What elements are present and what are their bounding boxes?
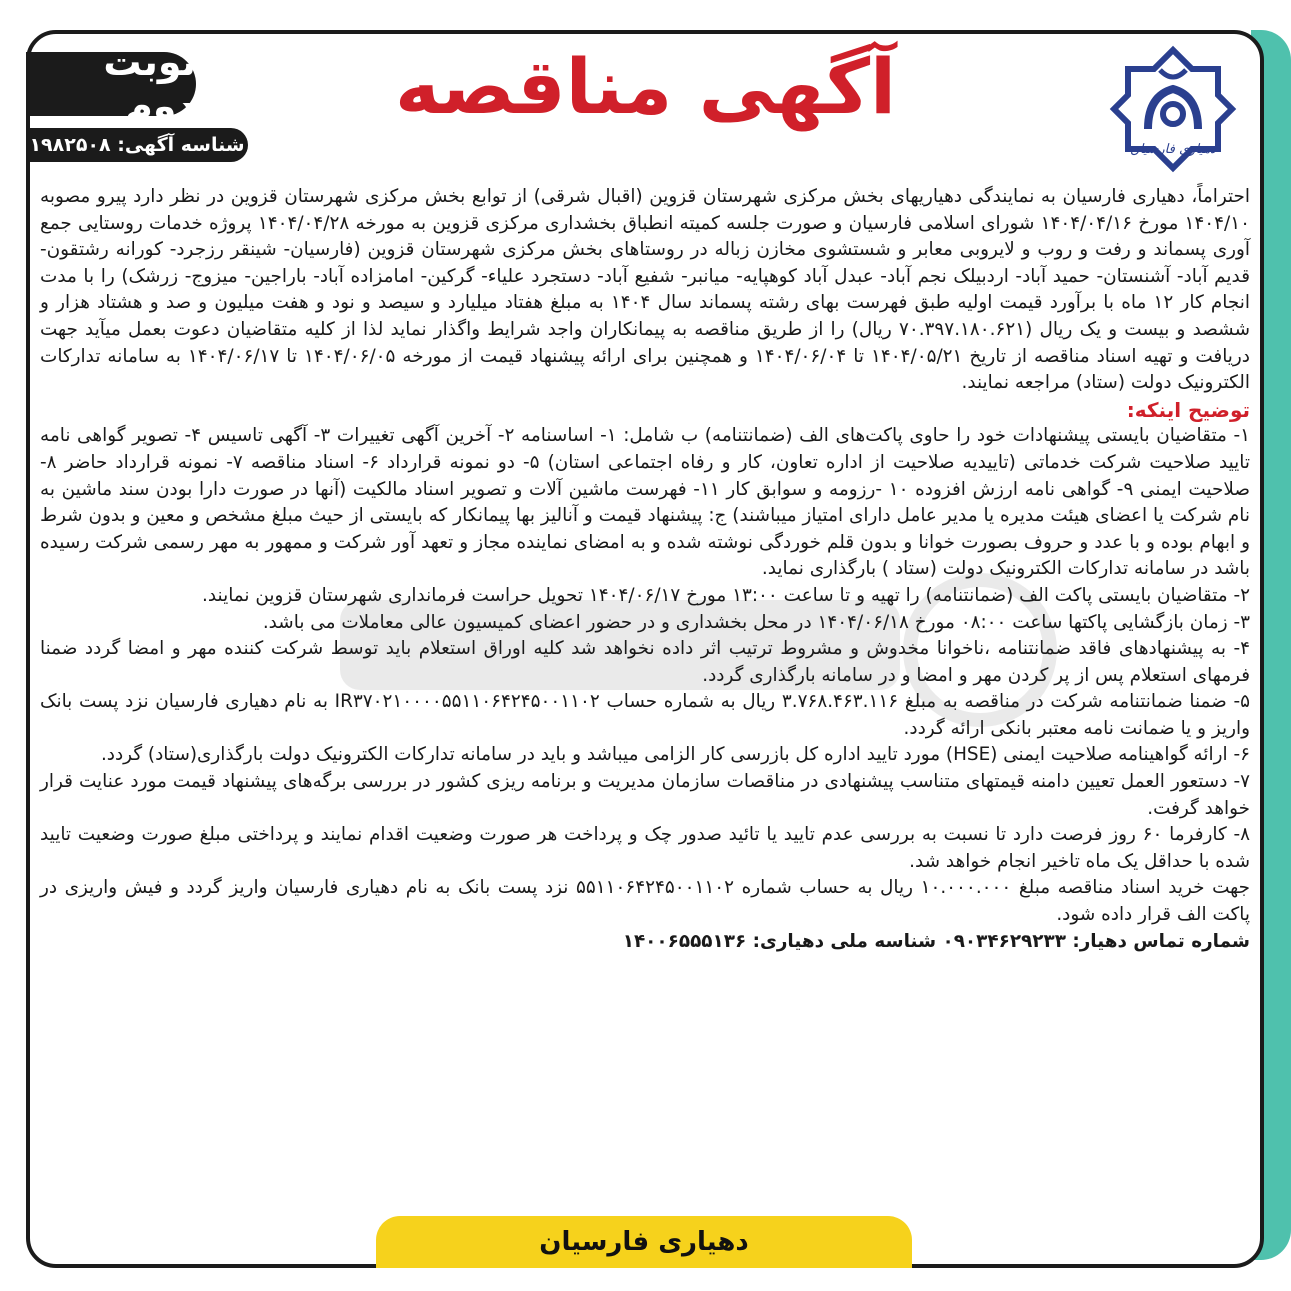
note-item: ۳- زمان بازگشایی پاکتها ساعت ۰۸:۰۰ مورخ ۱۴۰۴/۰۶/۱۸ در محل بخشداری و در حضور اعضای کمیسیون عالی معاملات می باشد. xyxy=(262,611,1250,633)
logo-caption: دهیاری فارسیان xyxy=(1130,142,1216,157)
note-item: ۸- کارفرما ۶۰ روز فرصت دارد تا نسبت به بررسی عدم تایید یا تائید صدور چک و پرداخت هر صورت وضعیت اقدام نمایند و پرداختی مبلغ صورت وضعیت تایید شده با حداقل یک ماه تاخیر انجام خواهد شد. xyxy=(40,824,1250,872)
contact-line: شماره تماس دهیار: ۰۹۰۳۴۶۲۹۲۳۳ شناسه ملی دهیاری: ۱۴۰۰۶۵۵۵۱۳۶ xyxy=(622,930,1250,952)
note-item: ۲- متقاضیان بایستی پاکت الف (ضمانتنامه) را تهیه و تا ساعت ۱۳:۰۰ مورخ ۱۴۰۴/۰۶/۱۷ تحویل حراست فرمانداری شهرستان قزوین نمایند. xyxy=(202,584,1250,606)
note-item: ۷- دستعور العمل تعیین دامنه قیمتهای متناسب پیشنهادی در مناقصات سازمان مدیریت و برنامه ریزی کشور در بررسی برگه‌های پیشنهاد قیمت مورد عنایت قرار خواهد گرفت. xyxy=(40,771,1250,819)
signature-banner: دهیاری فارسیان xyxy=(376,1216,912,1268)
note-item: ۶- ارائه گواهینامه صلاحیت ایمنی (HSE) مورد تایید اداره کل بازرسی کار الزامی میباشد و باید در سامانه تدارکات الکترونیک دولت بارگذاری(ستاد) گردد. xyxy=(100,744,1250,766)
note-item: ۵- ضمنا ضمانتنامه شرکت در مناقصه به مبلغ ۳.۷۶۸.۴۶۳.۱۱۶ ریال به شماره حساب IR۳۷۰۲۱۰۰۰۰۵۵۱۱۰۶۴۲۴۵۰۰۱۱۰۲ به نام دهیاری فارسیان نزد پست بانک واریز و یا ضمانت نامه معتبر بانکی ارائه گردد. xyxy=(40,691,1250,739)
note-item: ۴- به پیشنهادهای فاقد ضمانتنامه ،ناخوانا مخدوش و مشروط ترتیب اثر داده نخواهد شد کلیه اوراق استعلام باید توسط شرکت کننده مهر و امضا گردد ضمنا فرمهای استعلام پس از پر کردن مهر و امضا و در سامانه بارگذاری گردد. xyxy=(40,638,1250,686)
ad-body xyxy=(40,184,1250,955)
purchase-paragraph: جهت خرید اسناد مناقصه مبلغ ۱۰.۰۰۰.۰۰۰ ریال به حساب شماره ۵۵۱۱۰۶۴۲۴۵۰۰۱۱۰۲ نزد پست بانک به نام دهیاری فارسیان واریز گردد و فیش واریزی در پاکت الف قرار داده شود. xyxy=(40,877,1250,926)
notes-heading: توضیح اینکه: xyxy=(1126,397,1250,422)
note-item: ۱- متقاضیان بایستی پیشنهادات خود را حاوی پاکت‌های الف (ضمانتنامه) ب شامل: ۱- اساسنامه ۲- آخرین آگهی تغییرات ۳- آگهی تاسیس ۴- تصویر گواهی نامه تایید صلاحیت شرکت خدماتی (تاییدیه صلاحیت از اداره تعاون، کار و رفاه اجتماعی استان) ۵- دو نمونه قرارداد ۶- اسناد مناقصه ۷- نمونه قرارداد حاضر ۸- صلاحیت ایمنی ۹- گواهی نامه ارزش افزوده ۱۰ -رزومه و سوابق کار ۱۱- فهرست ماشین آلات و تصویر اسناد مالکیت (آنها در صورت دارا بودن سند ماشین به نام شرکت یا اعضای هیئت مدیره یا مدیر عامل دارای امتیاز میباشند) ج: پیشنهاد قیمت و آنالیز بها پیمانکار که بایستی از حیث مبلغ مشخص و معین و بدون شرط و ابهام بوده و با عدد و حروف بصورت خوانا و بدون قلم خوردگی نوشته شده و به امضای نماینده مجاز و تعهد آور شرکت و ممهور به مهر رسمی شرکت رسیده باشد در سامانه تدارکات الکترونیک دولت (ستاد ) بارگذاری نماید. xyxy=(40,425,1251,580)
ad-id-badge: شناسه آگهی: ۱۹۸۲۵۰۸ xyxy=(26,128,248,162)
ad-title: آگهی مناقصه xyxy=(394,42,897,131)
round-badge: نوبت دوم xyxy=(26,52,196,116)
intro-paragraph: احتراماً، دهیاری فارسیان به نمایندگی دهیاریهای بخش مرکزی شهرستان قزوین (اقبال شرقی) از توابع بخش مرکزی شهرستان قزوین در نظر دارد پیرو مصوبه ۱۴۰۴/۱۰ مورخ ۱۴۰۴/۰۴/۱۶ شورای اسلامی فارسیان و صورت جلسه کمیته انطباق بخشداری مرکزی قزوین به مورخه ۱۴۰۴/۰۴/۲۸ پروژه خدمات روستایی جمع آوری پسماند و رفت و روب و لایروبی معابر و شستشوی مخازن زباله در روستاهای بخش مرکزی شهرستان قزوین (فارسیان- شینقر رزجرد- کورانه رشتقون- قدیم آباد- آشنستان- حمید آباد- اردبیلک نجم آباد- عبدل آباد کوهپایه- میانبر- شفیع آباد- دستجرد علیاء- گرکین- امامزاده آباد- باراجین- میزوج- زرشک) را با مدت انجام کار ۱۲ ماه با برآورد قیمت اولیه طبق فهرست بهای رشته پسماند سال ۱۴۰۴ به مبلغ هفتاد میلیارد و سیصد و نود و هفت میلیون و صد و هشتاد هزار و ششصد و بیست و یک ریال (۷۰.۳۹۷.۱۸۰.۶۲۱ ریال) را از طریق مناقصه به پیمانکاران واجد شرایط واگذار نماید لذا از کلیه متقاضیان دعوت بعمل میآید جهت دریافت و تهیه اسناد مناقصه از تاریخ ۱۴۰۴/۰۵/۲۱ تا ۱۴۰۴/۰۶/۰۴ و همچنین برای ارائه پیشنهاد قیمت از مورخه ۱۴۰۴/۰۶/۰۵ تا ۱۴۰۴/۰۶/۱۷ به سامانه تدارکات الکترونیک دولت (ستاد) مراجعه نمایند. xyxy=(40,186,1250,394)
